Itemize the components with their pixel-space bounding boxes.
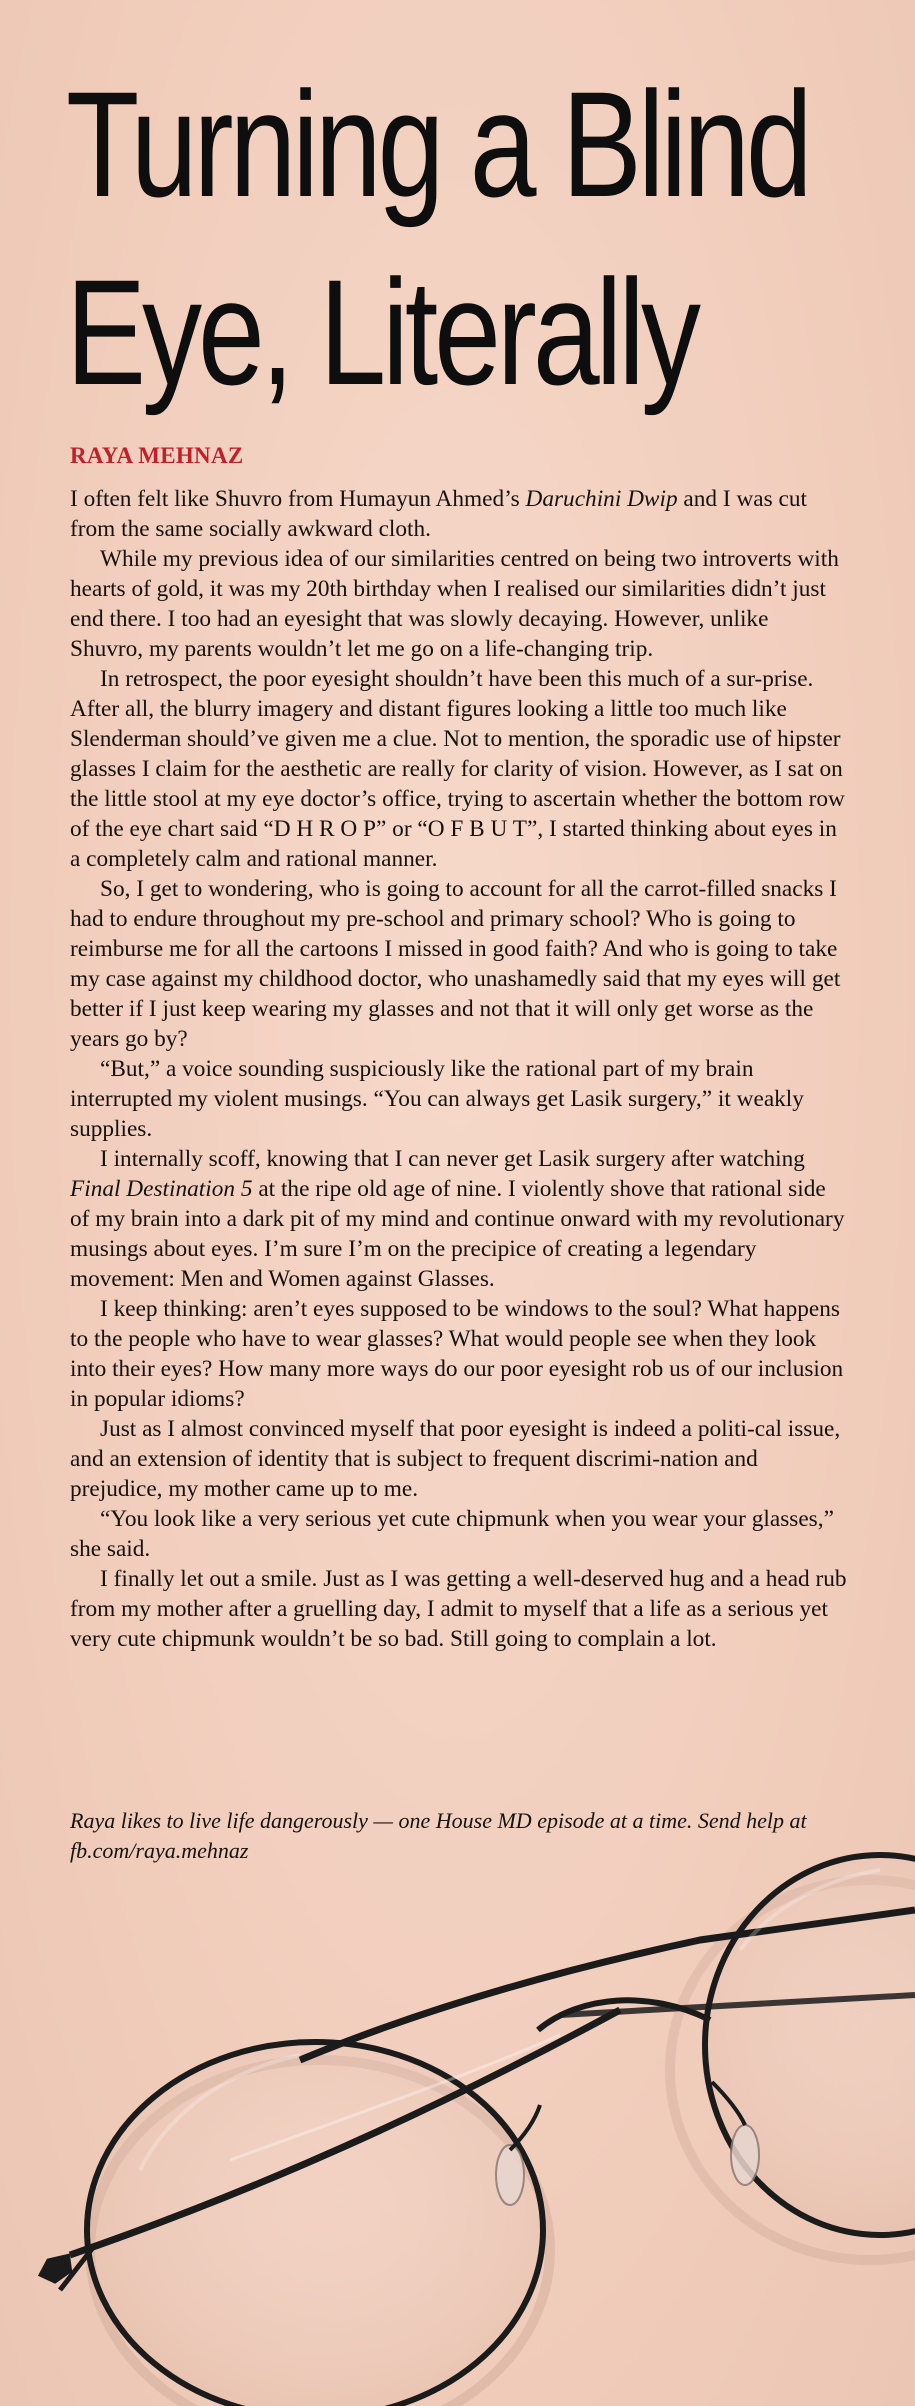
paragraph-1-text-end: and I was cut from the same socially awkward cloth. [70,486,807,542]
paragraph-3: In retrospect, the poor eyesight shouldn’t have been this much of a sur-prise. After all, the blurry imagery and distant figures looking a little too much like Slenderman should’ve given me a clue. Not to mention, the sporadic use of hipster glasses I claim for the aesthetic are really for clarity of vision. However, as I sat on the little stool at my eye doctor’s office, trying to ascertain whether the bottom row of the eye chart said “D H R O P” or “O F B U T”, I started thinking about eyes in a completely calm and rational manner. [70,666,845,872]
nose-pad-right [731,2125,759,2185]
paragraph-7: I keep thinking: aren’t eyes supposed to be windows to the soul? What happens to the people who have to wear glasses? What would people see when they look into their eyes? How many more ways do our poor eyesight rob us of our inclusion in popular idioms? [70,1296,844,1412]
author-bio: Raya likes to live life dangerously — one House MD episode at a time. Send help at fb.com/raya.mehnaz [70,1808,807,1863]
nose-pad-left [496,2145,524,2205]
article-body [70,484,847,1654]
headline-line-2: Eye, Literally [66,248,697,416]
headline [66,50,809,426]
paragraph-10: I finally let out a smile. Just as I was getting a well-deserved hug and a head rub from my mother after a gruelling day, I admit to myself that a life as a serious yet very cute chipmunk wouldn’t be so bad. Still going to complain a lot. [70,1566,847,1652]
paragraph-1-text: I often felt like Shuvro from Humayun Ahmed’s [70,486,526,512]
paragraph-6-text-end: at the ripe old age of nine. I violently shove that rational side of my brain into a dark pit of my mind and continue onward with my revolutionary musings about eyes. I’m sure I’m on the precipice of creating a legendary movement: Men and Women against Glasses. [70,1176,845,1292]
paragraph-8: Just as I almost convinced myself that poor eyesight is indeed a politi-cal issue, and an extension of identity that is subject to frequent discrimi-nation and prejudice, my mother came up to me. [70,1416,841,1502]
paragraph-6-text: I internally scoff, knowing that I can never get Lasik surgery after watching [100,1146,805,1172]
headline-line-1: Turning a Blind [66,60,809,228]
movie-title: Final Destination 5 [70,1176,253,1202]
paragraph-5: “But,” a voice sounding suspiciously like the rational part of my brain interrupted my violent musings. “You can always get Lasik surgery,” it weakly supplies. [70,1056,804,1142]
author-byline: RAYA MEHNAZ [70,443,244,468]
paragraph-1 [70,484,847,544]
paragraph-4: So, I get to wondering, who is going to account for all the carrot-filled snacks I had to endure throughout my pre-school and primary school? Who is going to reimburse me for all the cartoons I missed in good faith? And who is going to take my case against my childhood doctor, who unashamedly said that my eyes will get better if I just keep wearing my glasses and not that it will only get worse as the years go by? [70,876,841,1052]
paragraph-6 [70,1144,847,1294]
paragraph-2: While my previous idea of our similarities centred on being two introverts with hearts of gold, it was my 20th birthday when I realised our similarities didn’t just end there. I too had an eyesight that was slowly decaying. However, unlike Shuvro, my parents wouldn’t let me go on a life-changing trip. [70,546,839,662]
paragraph-9: “You look like a very serious yet cute chipmunk when you wear your glasses,” she said. [70,1506,834,1562]
book-title: Daruchini Dwip [525,486,678,512]
round-eyeglasses-icon [0,1820,915,2406]
